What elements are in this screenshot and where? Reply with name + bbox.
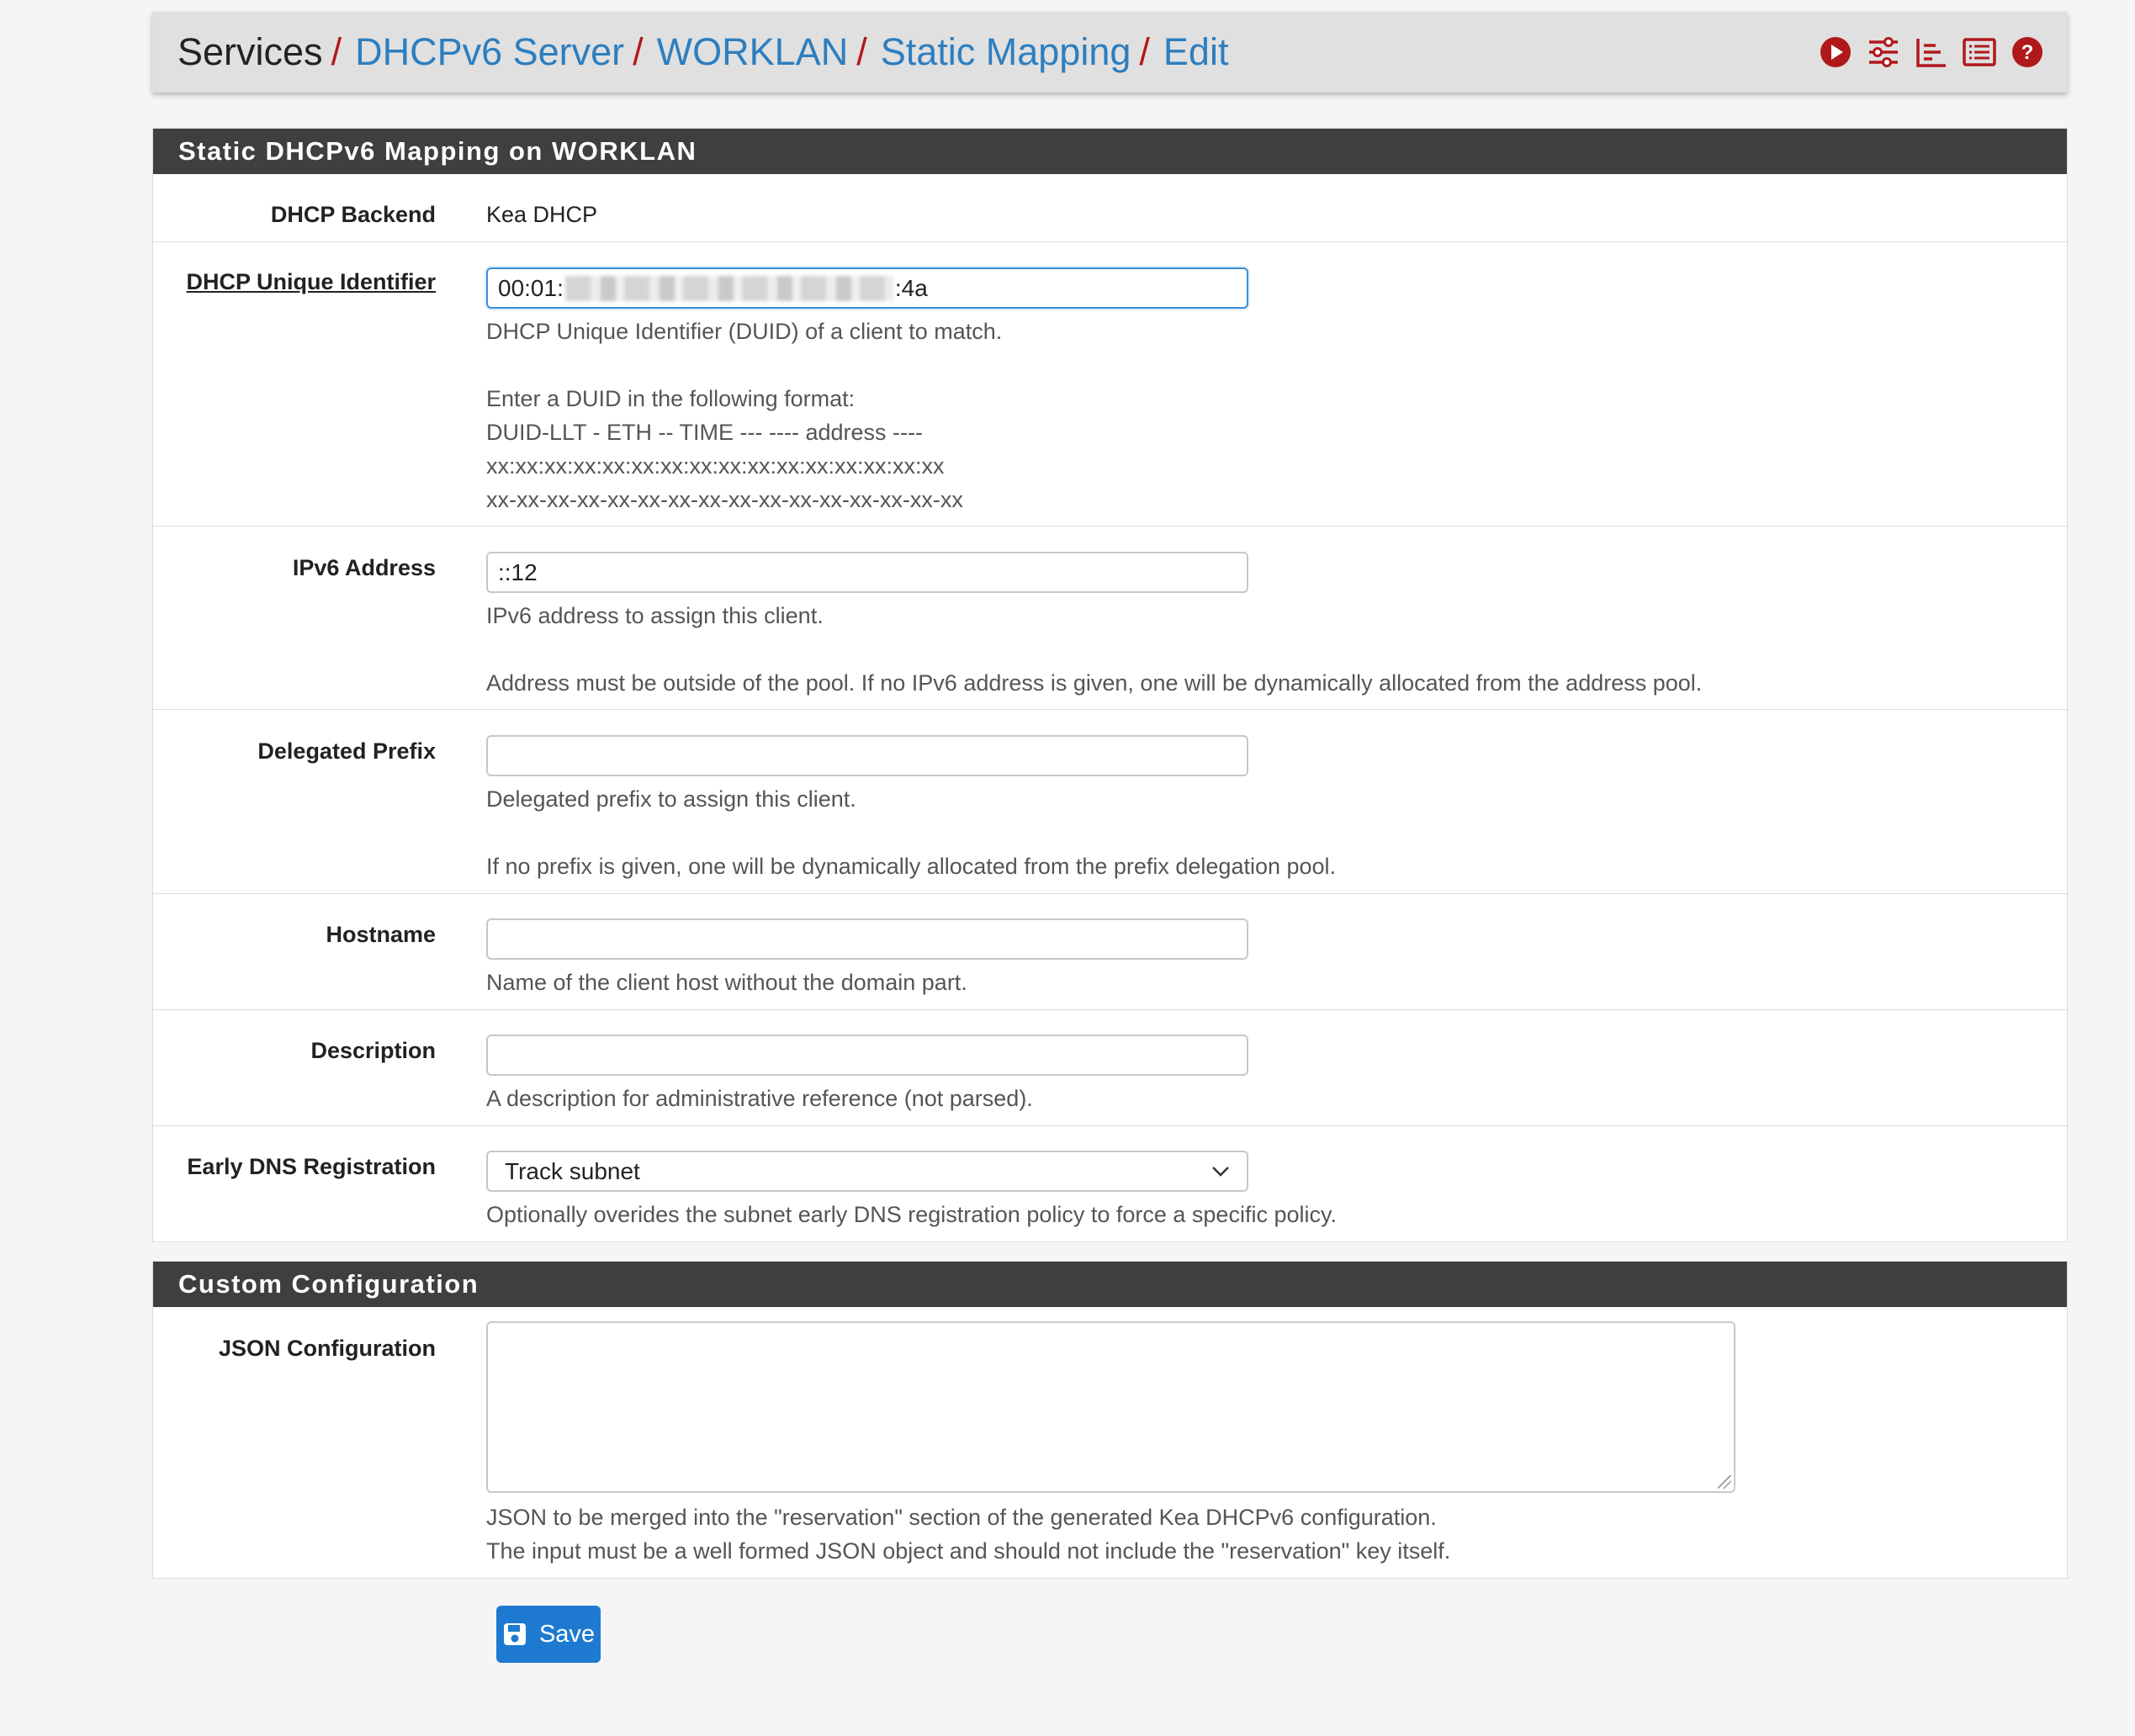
- breadcrumb-separator: /: [856, 30, 867, 73]
- json-help: [486, 1500, 1450, 1568]
- early-dns-select[interactable]: [486, 1151, 1248, 1192]
- hostname-help: Name of the client host without the domain part.: [486, 970, 967, 995]
- duid-help-4: xx:xx:xx:xx:xx:xx:xx:xx:xx:xx:xx:xx:xx:xx:xx:xx: [486, 453, 945, 479]
- breadcrumb-separator: /: [331, 30, 342, 73]
- delegated-prefix-label: Delegated Prefix: [257, 738, 436, 764]
- hostname-input[interactable]: [486, 918, 1248, 960]
- breadcrumb-services: Services: [177, 30, 323, 73]
- delegated-prefix-input[interactable]: [486, 735, 1248, 776]
- ipv6-address-value: ::12: [498, 558, 538, 585]
- save-button[interactable]: [496, 1606, 601, 1663]
- prefix-help: [486, 782, 1336, 883]
- json-help-2: The input must be a well formed JSON object and should not include the "reservation" key itself.: [486, 1538, 1451, 1564]
- breadcrumb-edit[interactable]: Edit: [1163, 30, 1229, 73]
- description-help: A description for administrative reference (not parsed).: [486, 1086, 1033, 1111]
- ipv6-help: [486, 599, 1702, 700]
- duid-help-3: DUID-LLT - ETH -- TIME --- ---- address ----: [486, 420, 923, 445]
- early-dns-selected: Track subnet: [505, 1157, 640, 1184]
- hostname-label: Hostname: [326, 922, 436, 947]
- divider: [152, 1009, 2068, 1010]
- list-icon[interactable]: [1963, 35, 1996, 69]
- duid-help-5: xx-xx-xx-xx-xx-xx-xx-xx-xx-xx-xx-xx-xx-xx-xx-xx: [486, 487, 963, 512]
- save-label: Save: [538, 1620, 596, 1648]
- description-input[interactable]: [486, 1035, 1248, 1076]
- json-help-1: JSON to be merged into the "reservation" section of the generated Kea DHCPv6 configuration.: [486, 1505, 1437, 1530]
- chart-icon[interactable]: [1915, 35, 1948, 69]
- description-label: Description: [310, 1038, 436, 1063]
- resize-handle[interactable]: [1718, 1475, 1731, 1489]
- prefix-help-2: If no prefix is given, one will be dynamically allocated from the prefix delegation pool.: [486, 854, 1337, 879]
- divider: [152, 893, 2068, 894]
- ipv6-help-2: Address must be outside of the pool. If no IPv6 address is given, one will be dynamically allocated from the address pool.: [486, 670, 1703, 696]
- redacted-duid: [565, 276, 893, 301]
- breadcrumb-dhcpv6-server[interactable]: DHCPv6 Server: [355, 30, 625, 73]
- panel-title: Static DHCPv6 Mapping on WORKLAN: [153, 129, 2067, 174]
- divider: [152, 241, 2068, 242]
- breadcrumb-static-mapping[interactable]: Static Mapping: [880, 30, 1131, 73]
- duid-value-suffix: :4a: [894, 274, 928, 301]
- chevron-down-icon: [1211, 1166, 1230, 1178]
- duid-help-2: Enter a DUID in the following format:: [486, 386, 856, 411]
- json-config-label: JSON Configuration: [219, 1336, 436, 1361]
- dhcp-backend-value: Kea DHCP: [486, 202, 598, 227]
- duid-help: [486, 315, 1002, 516]
- early-dns-label: Early DNS Registration: [187, 1154, 436, 1179]
- ipv6-address-label: IPv6 Address: [292, 555, 436, 580]
- duid-input[interactable]: [486, 267, 1248, 309]
- duid-help-1: DHCP Unique Identifier (DUID) of a client to match.: [486, 319, 1003, 344]
- ipv6-help-1: IPv6 address to assign this client.: [486, 603, 824, 628]
- early-dns-help: Optionally overides the subnet early DNS registration policy to force a specific policy.: [486, 1202, 1337, 1227]
- duid-label[interactable]: DHCP Unique Identifier: [186, 269, 436, 294]
- play-circle-icon[interactable]: [1819, 35, 1852, 69]
- breadcrumb-separator: /: [1139, 30, 1150, 73]
- ipv6-address-input[interactable]: [486, 552, 1248, 593]
- breadcrumb: [177, 12, 1228, 93]
- json-config-textarea[interactable]: [486, 1321, 1735, 1493]
- toolbar-icons: [1819, 12, 2044, 93]
- custom-config-title: Custom Configuration: [153, 1262, 2067, 1307]
- breadcrumb-bar: [152, 12, 2068, 93]
- help-icon[interactable]: [2011, 35, 2044, 69]
- prefix-help-1: Delegated prefix to assign this client.: [486, 786, 856, 812]
- save-icon: [502, 1622, 527, 1647]
- duid-value-prefix: 00:01:: [498, 274, 564, 301]
- svg-text:?: ?: [2021, 41, 2034, 64]
- breadcrumb-separator: /: [633, 30, 644, 73]
- sliders-icon[interactable]: [1867, 35, 1900, 69]
- divider: [152, 526, 2068, 527]
- divider: [152, 709, 2068, 710]
- dhcp-backend-label: DHCP Backend: [270, 202, 436, 227]
- breadcrumb-worklan[interactable]: WORKLAN: [656, 30, 849, 73]
- divider: [152, 1125, 2068, 1126]
